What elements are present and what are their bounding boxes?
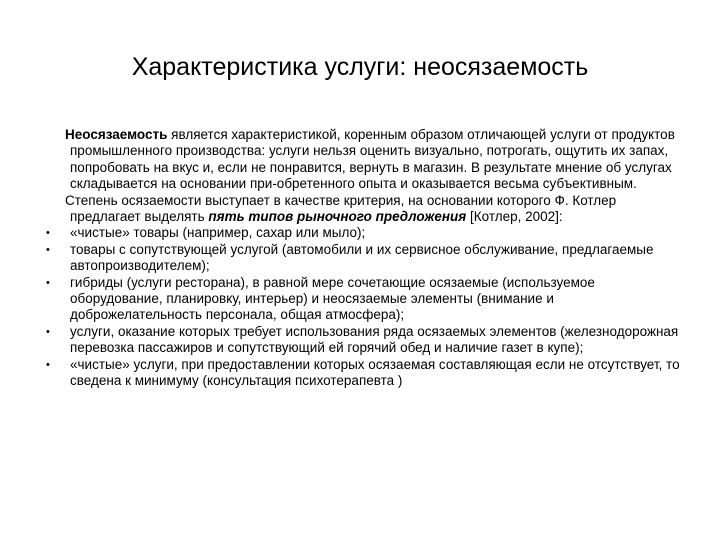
list-item <box>46 225 686 241</box>
slide-title: Характеристика услуги: неосязаемость <box>131 53 589 81</box>
paragraph-intangibility-text: является характеристикой, коренным образом отличающей услуги от продуктов промышленного производства: услуги нельзя оценить визуально, потрогать, ощутить их запах, попробовать на вкус и, если не понравится, вернуть в магазин. В результате мнение об услугах складывается на основании при-обретенного опыта и оказывается весьма субъективным. <box>70 127 675 192</box>
list-item-text: услуги, оказание которых требует использования ряда осязаемых элементов (железнодорожная перевозка пассажиров и сопутствующий ей горячий обед и наличие газет в купе); <box>70 323 679 356</box>
bullet-icon: • <box>46 243 50 256</box>
list-item-text: «чистые» услуги, при предоставлении которых осязаемая составляющая если не отсутствует, то сведена к минимуму (консультация психотерапевта ) <box>70 356 680 389</box>
bullet-icon: • <box>46 227 50 240</box>
bullet-icon: • <box>46 325 50 338</box>
list-item-text: гибриды (услуги ресторана), в равной мере сочетающие осязаемые (используемое оборудование, планировку, интерьер) и неосязаемые элементы (внимание и доброжелательность персонала, общая атмосфера); <box>70 274 595 323</box>
term-intangibility: Неосязаемость <box>65 127 168 142</box>
paragraph-criterion-start: Степень осязаемости выступает в качестве критерия, на основании которого Ф. Котлер предлагает выделять <box>65 192 617 225</box>
list-item-text: товары с сопутствующей услугой (автомобили и их сервисное обслуживание, предлагаемые автопроизводителем); <box>70 241 654 274</box>
list-item <box>46 275 686 324</box>
list-item <box>46 357 686 390</box>
paragraph-criterion-emphasis: пять типов рыночного предложения <box>208 209 467 225</box>
list-item <box>46 242 686 275</box>
list-item <box>46 324 686 357</box>
paragraph-criterion <box>46 193 686 226</box>
paragraph-criterion-end: [Котлер, 2002]: <box>466 209 563 225</box>
paragraph-intangibility <box>46 127 686 193</box>
list-item-text: «чистые» товары (например, сахар или мыло); <box>70 225 366 241</box>
bullet-icon: • <box>46 358 50 371</box>
slide-body <box>46 127 686 390</box>
bullet-icon: • <box>46 276 50 289</box>
